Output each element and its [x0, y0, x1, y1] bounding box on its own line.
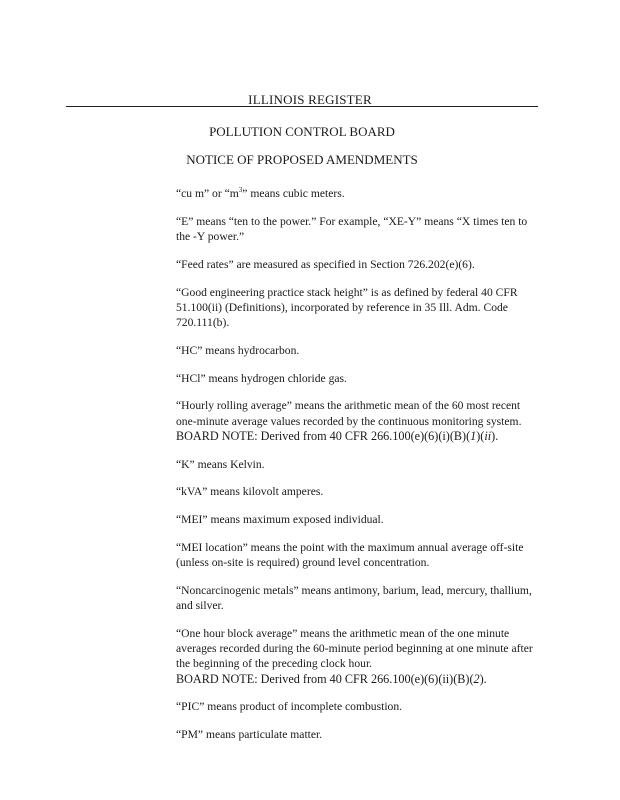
definition-text: “HCl” means hydrogen chloride gas. — [176, 371, 347, 385]
notice-title: NOTICE OF PROPOSED AMENDMENTS — [186, 152, 418, 167]
definition-text: ” means cubic meters. — [242, 187, 345, 200]
board-note: BOARD NOTE: Derived from 40 CFR 266.100(e)(6)(i)(B)(1)(ii). — [176, 428, 499, 443]
register-title: ILLINOIS REGISTER — [248, 92, 372, 107]
board-note: BOARD NOTE: Derived from 40 CFR 266.100(e)(6)(ii)(B)(2). — [176, 671, 487, 686]
definition-text: “cu m” or “m — [176, 187, 239, 200]
definition-hourly-rolling-average — [176, 398, 540, 444]
board-title: POLLUTION CONTROL BOARD — [209, 124, 395, 139]
definition-cu-m — [176, 186, 540, 201]
definitions-list — [176, 186, 540, 755]
definition-one-hour-block-average — [176, 626, 540, 687]
definition-text: “One hour block average” means the arithmetic mean of the one minute averages recorded during the 60-minute period beginning at one minute after the beginning of the preceding clock hour. — [176, 626, 533, 671]
definition-text: “Noncarcinogenic metals” means antimony, barium, lead, mercury, thallium, and silver. — [176, 583, 532, 613]
definition-text: “HC” means hydrocarbon. — [176, 343, 300, 357]
definition-text: “Feed rates” are measured as specified in Section 726.202(e)(6). — [176, 257, 475, 271]
definition-text: “PM” means particulate matter. — [176, 728, 323, 742]
definition-e — [176, 214, 540, 244]
definition-text: “PIC” means product of incomplete combustion. — [176, 700, 403, 714]
definition-noncarcinogenic-metals — [176, 583, 540, 613]
definition-text: “kVA” means kilovolt amperes. — [176, 485, 324, 499]
definition-hc — [176, 343, 540, 358]
definition-gep — [176, 285, 540, 331]
definition-pic — [176, 699, 540, 714]
definition-mei — [176, 512, 540, 527]
definition-feed-rates — [176, 257, 540, 272]
definition-k — [176, 457, 540, 472]
header-rule — [66, 106, 538, 107]
definition-text: “Good engineering practice stack height” is as defined by federal 40 CFR 51.100(ii) (Definitions), incorporated by reference in 35 Ill. Adm. Code 720.111(b). — [176, 285, 518, 329]
definition-text: “MEI” means maximum exposed individual. — [176, 513, 384, 527]
definition-text: “Hourly rolling average” means the arithmetic mean of the 60 most recent one-minute average values recorded by the continuous monitoring system. — [176, 399, 522, 428]
definition-text: “MEI location” means the point with the maximum annual average off-site (unless on-site is required) ground level concentration. — [176, 540, 524, 570]
superscript: 3 — [238, 186, 243, 194]
definition-text: “K” means Kelvin. — [176, 457, 265, 471]
definition-hcl — [176, 371, 540, 386]
definition-kva — [176, 484, 540, 499]
definition-pm — [176, 727, 540, 742]
definition-text: “E” means “ten to the power.” For example, “XE-Y” means “X times ten to the -Y power.” — [176, 214, 528, 243]
definition-mei-location — [176, 540, 540, 570]
